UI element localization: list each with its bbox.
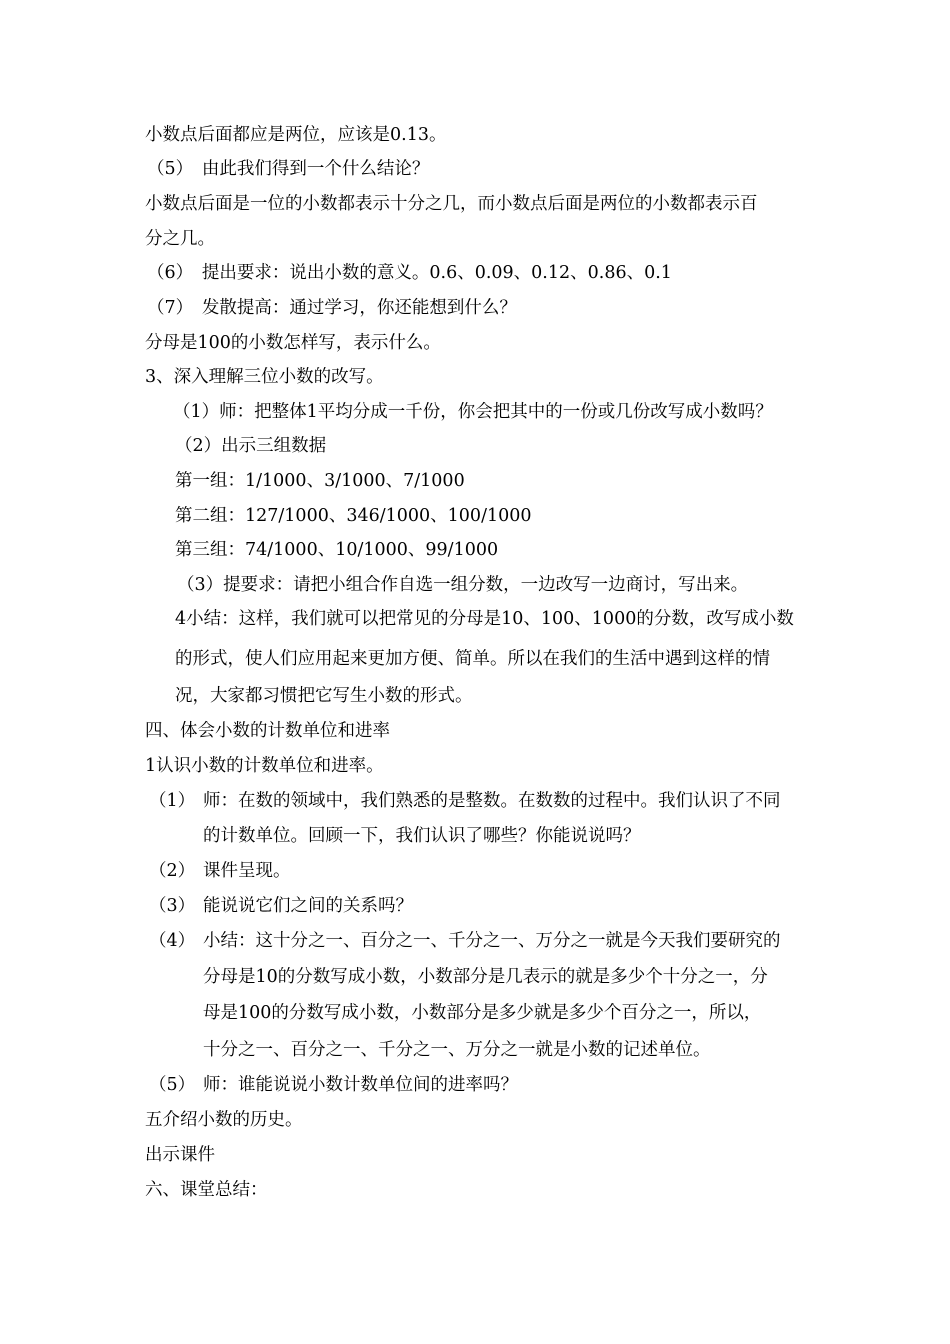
- text-line: （5） 由此我们得到一个什么结论？: [147, 159, 430, 179]
- list-number: （5）: [149, 1075, 196, 1095]
- text-line: 出示课件: [145, 1145, 215, 1165]
- text-line: 课件呈现。: [203, 861, 291, 881]
- section-heading: 六、课堂总结：: [145, 1180, 268, 1200]
- text-line: 分之几。: [145, 229, 215, 249]
- text-line: 十分之一、百分之一、千分之一、万分之一就是小数的记述单位。: [203, 1040, 711, 1060]
- text-line: （7） 发散提高：通过学习，你还能想到什么？: [147, 298, 517, 318]
- text-line: （2）出示三组数据: [175, 436, 327, 456]
- text-line: 的形式，使人们应用起来更加方便、简单。所以在我们的生活中遇到这样的情: [175, 649, 770, 669]
- list-number: （1）: [149, 791, 196, 811]
- section-heading: 3、深入理解三位小数的改写。: [145, 367, 384, 387]
- text-line: （6） 提出要求：说出小数的意义。0.6、0.09、0.12、0.86、0.1: [147, 263, 672, 283]
- text-line: 小数点后面是一位的小数都表示十分之几，而小数点后面是两位的小数都表示百: [145, 194, 758, 214]
- text-line: 师：谁能说说小数计数单位间的进率吗？: [203, 1075, 518, 1095]
- section-heading: 五介绍小数的历史。: [145, 1110, 303, 1130]
- text-line: 分母是10的分数写成小数，小数部分是几表示的就是多少个十分之一，分: [203, 967, 768, 987]
- text-line: 能说说它们之间的关系吗？: [203, 896, 413, 916]
- text-line: 师：在数的领域中，我们熟悉的是整数。在数数的过程中。我们认识了不同: [203, 791, 781, 811]
- text-line: 1认识小数的计数单位和进率。: [145, 756, 384, 776]
- text-line: （3）提要求：请把小组合作自选一组分数，一边改写一边商讨，写出来。: [177, 575, 749, 595]
- list-number: （3）: [149, 896, 196, 916]
- text-line: 况，大家都习惯把它写生小数的形式。: [175, 686, 473, 706]
- text-line: 第三组：74/1000、10/1000、99/1000: [175, 540, 499, 560]
- text-line: 分母是100的小数怎样写，表示什么。: [145, 333, 441, 353]
- list-number: （4）: [149, 931, 196, 951]
- text-line: 母是100的分数写成小数，小数部分是多少就是多少个百分之一，所以，: [203, 1003, 762, 1023]
- text-line: 第一组：1/1000、3/1000、7/1000: [175, 471, 465, 491]
- text-line: 的计数单位。回顾一下，我们认识了哪些？你能说说吗？: [203, 826, 641, 846]
- text-line: 小结：这十分之一、百分之一、千分之一、万分之一就是今天我们要研究的: [203, 931, 781, 951]
- text-line: 4小结：这样，我们就可以把常见的分母是10、100、1000的分数，改写成小数: [175, 609, 794, 629]
- list-number: （2）: [149, 861, 196, 881]
- text-line: 小数点后面都应是两位，应该是0.13。: [145, 125, 447, 145]
- text-line: 第二组：127/1000、346/1000、100/1000: [175, 506, 532, 526]
- section-heading: 四、体会小数的计数单位和进率: [145, 721, 390, 741]
- text-line: （1）师：把整体1平均分成一千份，你会把其中的一份或几份改写成小数吗？: [173, 402, 773, 422]
